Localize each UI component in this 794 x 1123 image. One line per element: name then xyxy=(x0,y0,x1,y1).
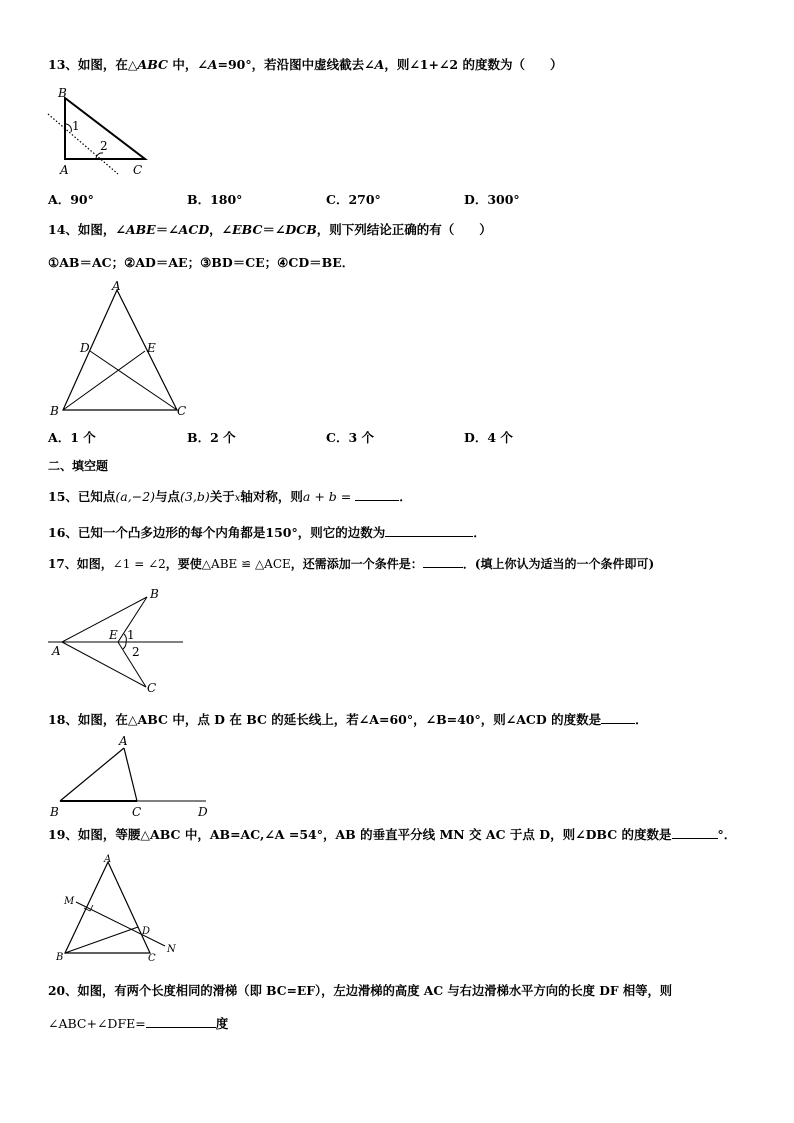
q19-label-c: C xyxy=(148,953,156,964)
q13-figure xyxy=(40,84,160,180)
q13-option-c[interactable]: C．270° xyxy=(326,192,381,207)
q14-option-d[interactable]: D．4 个 xyxy=(464,430,513,445)
q14-label-d: D xyxy=(80,341,90,355)
q18-figure xyxy=(46,732,216,822)
q19-label-a: A xyxy=(104,854,112,865)
q18-answer-blank[interactable] xyxy=(601,711,635,724)
q16-stem: 16、已知一个凸多边形的每个内角都是150°，则它的边数为 ． xyxy=(48,525,486,540)
q19-stem: 19、如图，等腰△ABC 中，AB=AC,∠A =54°，AB 的垂直平分线 MN 交 AC 于点 D，则∠DBC 的度数是 °． xyxy=(48,827,737,842)
q20-stem-line2: ∠ABC+∠DFE= 度 xyxy=(48,1016,229,1031)
q17-figure xyxy=(46,585,191,697)
q17-stem: 17、如图，∠1 = ∠2，要使△ABE ≌ △ACE，还需添加一个条件是： ．(填上你认为适当的一个条件即可) xyxy=(48,557,655,571)
q14-option-b[interactable]: B．2 个 xyxy=(187,430,236,445)
q17-label-1: 1 xyxy=(127,628,135,642)
q17-label-e: E xyxy=(109,628,118,642)
q18-label-c: C xyxy=(132,805,142,819)
q17-label-2: 2 xyxy=(132,645,140,659)
q19-label-b: B xyxy=(56,952,64,963)
q17-label-c: C xyxy=(147,681,157,695)
q14-stem: 14、如图，∠ABE＝∠ACD，∠EBC＝∠DCB，则下列结论正确的有（ ） xyxy=(48,222,492,237)
q14-label-e: E xyxy=(147,341,156,355)
q15-stem: 15、已知点(a,−2)与点(3,b)关于x轴对称，则a + b = ． xyxy=(48,489,412,504)
q13-label-c: C xyxy=(133,163,143,177)
q13-label-1: 1 xyxy=(72,119,80,133)
q20-answer-blank[interactable] xyxy=(146,1015,216,1028)
q14-figure xyxy=(46,278,196,423)
q18-label-d: D xyxy=(198,805,208,819)
q19-label-m: M xyxy=(64,896,75,907)
q18-label-a: A xyxy=(119,734,128,748)
q13-option-a[interactable]: A．90° xyxy=(48,192,94,207)
q19-label-d: D xyxy=(142,926,151,937)
q17-label-a: A xyxy=(52,644,61,658)
q13-label-a: A xyxy=(60,163,69,177)
q19-answer-blank[interactable] xyxy=(672,826,718,839)
q19-figure xyxy=(52,852,182,964)
q13-option-d[interactable]: D．300° xyxy=(464,192,520,207)
q14-conclusions: ①AB＝AC；②AD＝AE；③BD＝CE；④CD＝BE． xyxy=(48,255,355,270)
q14-label-c: C xyxy=(177,404,187,418)
q18-label-b: B xyxy=(50,805,59,819)
q18-stem: 18、如图，在△ABC 中，点 D 在 BC 的延长线上，若∠A=60°，∠B=40°，则∠ACD 的度数是 ． xyxy=(48,712,648,727)
q13-option-b[interactable]: B．180° xyxy=(187,192,243,207)
q13-label-2: 2 xyxy=(100,139,108,153)
q13-stem: 13、如图，在△ABC 中，∠A=90°，若沿图中虚线截去∠A，则∠1+∠2 的度数为（ ） xyxy=(48,57,563,72)
q15-answer-blank[interactable] xyxy=(355,488,399,501)
q17-label-b: B xyxy=(150,587,159,601)
q14-label-a: A xyxy=(112,279,121,293)
section-title-fill-in: 二、填空题 xyxy=(48,459,109,473)
q14-label-b: B xyxy=(50,404,59,418)
q16-answer-blank[interactable] xyxy=(385,524,473,537)
q20-stem: 20、如图，有两个长度相同的滑梯（即 BC=EF），左边滑梯的高度 AC 与右边滑梯水平方向的长度 DF 相等，则 xyxy=(48,983,673,998)
q14-option-a[interactable]: A．1 个 xyxy=(48,430,96,445)
q14-option-c[interactable]: C．3 个 xyxy=(326,430,374,445)
q13-label-b: B xyxy=(58,86,67,100)
q17-answer-blank[interactable] xyxy=(423,555,463,568)
q19-label-n: N xyxy=(167,944,176,955)
